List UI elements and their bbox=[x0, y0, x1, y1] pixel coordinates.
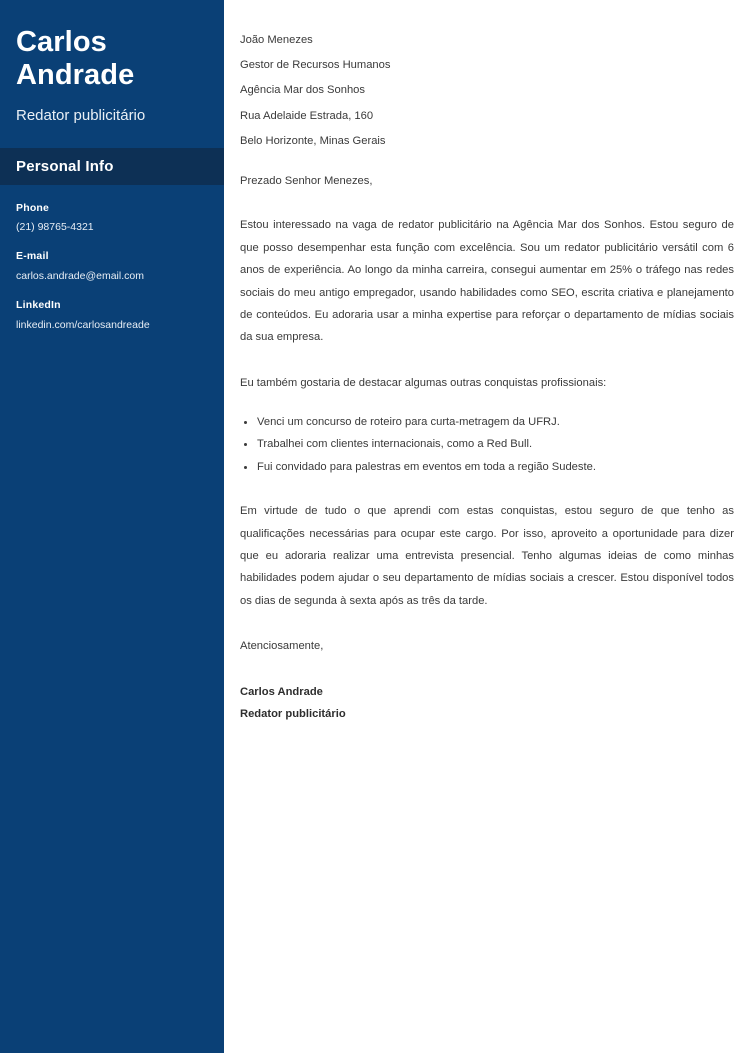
recipient-name: João Menezes bbox=[240, 34, 313, 46]
list-item: Trabalhei com clientes internacionais, como a Red Bull. bbox=[240, 433, 734, 455]
signature-name: Carlos Andrade bbox=[240, 685, 323, 698]
achievements-list bbox=[240, 411, 734, 478]
contact-label-email: E-mail bbox=[16, 250, 49, 263]
applicant-name-first: Carlos bbox=[16, 26, 107, 58]
recipient-city: Belo Horizonte, Minas Gerais bbox=[240, 134, 386, 147]
applicant-name bbox=[16, 26, 208, 93]
recipient-role: Gestor de Recursos Humanos bbox=[240, 59, 391, 72]
list-item: Fui convidado para palestras em eventos em toda a região Sudeste. bbox=[240, 456, 734, 478]
contact-list bbox=[0, 185, 224, 334]
sidebar-header bbox=[0, 0, 224, 125]
sidebar bbox=[0, 0, 224, 1053]
recipient-company: Agência Mar dos Sonhos bbox=[240, 84, 366, 97]
letter-body bbox=[224, 0, 750, 1053]
applicant-job-title: Redator publicitário bbox=[16, 106, 146, 124]
contact-value-phone: (21) 98765-4321 bbox=[16, 221, 94, 234]
contact-label-linkedin: LinkedIn bbox=[16, 298, 61, 311]
signature-block bbox=[240, 681, 734, 726]
recipient-address-block bbox=[240, 28, 734, 154]
contact-item-email bbox=[16, 249, 208, 285]
contact-label-phone: Phone bbox=[16, 201, 50, 214]
applicant-name-last: Andrade bbox=[16, 59, 135, 92]
personal-info-section-header bbox=[0, 148, 224, 185]
closing-salutation: Atenciosamente, bbox=[240, 640, 324, 653]
achievements-lead-in: Eu também gostaria de destacar algumas outras conquistas profissionais: bbox=[240, 376, 607, 389]
list-item: Venci um concurso de roteiro para curta-metragem da UFRJ. bbox=[240, 411, 734, 433]
paragraph-intro: Estou interessado na vaga de redator publicitário na Agência Mar dos Sonhos. Estou seguro de que posso desempenhar esta função com excelência. Sou um redator publicitário versátil com 6 anos de experiência. Ao longo da minha carreira, consegui aumentar em 25% o tráfego nas redes sociais do meu antigo empregador, usando habilidades como SEO, escrita criativa e planejamento de conteúdos. Eu adoraria usar a minha expertise para reforçar o departamento de mídias sociais da sua empresa. bbox=[240, 219, 734, 344]
recipient-street: Rua Adelaide Estrada, 160 bbox=[240, 109, 374, 122]
paragraph-closing-argument: Em virtude de tudo o que aprendi com estas conquistas, estou seguro de que tenho as qualificações necessárias para ocupar este cargo. Por isso, aproveito a oportunidade para dizer que eu adoraria realizar uma entrevista presencial. Tenho algumas ideias de como minhas habilidades podem ajudar o seu departamento de mídias sociais a crescer. Estou disponível todos os dias de segunda à sexta após as três da tarde. bbox=[240, 505, 734, 607]
contact-item-linkedin bbox=[16, 298, 208, 334]
personal-info-title: Personal Info bbox=[16, 157, 114, 175]
contact-value-email[interactable]: carlos.andrade@email.com bbox=[16, 269, 144, 282]
signature-title: Redator publicitário bbox=[240, 707, 346, 720]
salutation: Prezado Senhor Menezes, bbox=[240, 175, 373, 188]
contact-item-phone bbox=[16, 201, 208, 237]
contact-value-linkedin[interactable]: linkedin.com/carlosandreade bbox=[16, 318, 150, 331]
